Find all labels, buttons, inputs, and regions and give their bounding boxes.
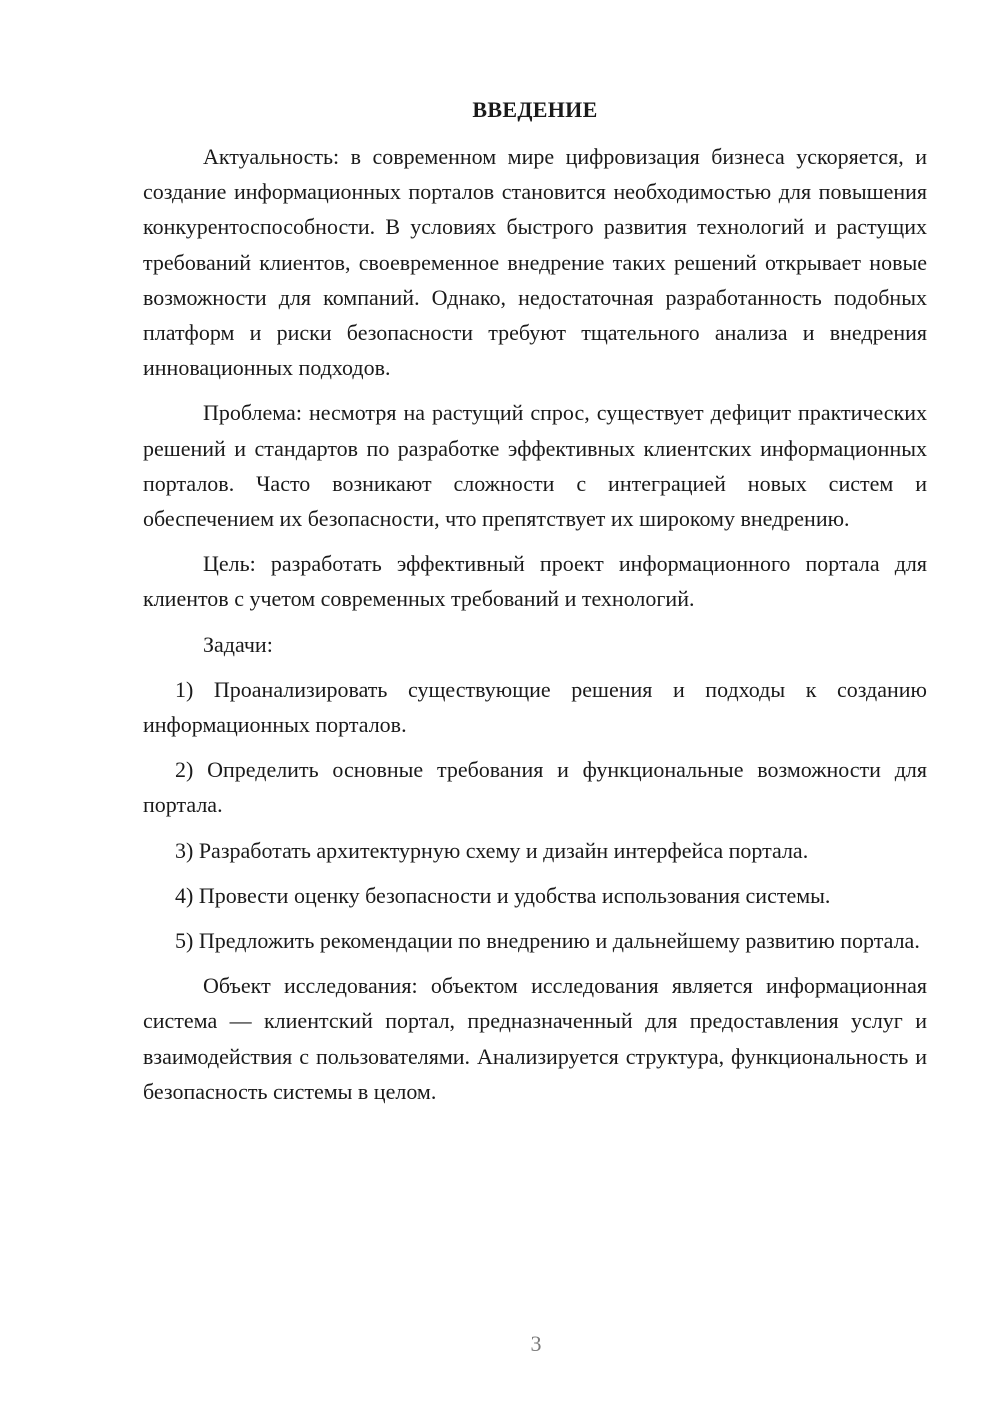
task-item-1: 1) Проанализировать существующие решения и подходы к созданию информационных порталов. xyxy=(143,676,927,738)
tasks-heading: Задачи: xyxy=(203,631,273,657)
task-item-3: 3) Разработать архитектурную схему и дизайн интерфейса портала. xyxy=(175,837,809,863)
research-object-paragraph: Объект исследования: объектом исследования является информационная система — клиентский портал, предназначенный для предоставления услуг и взаимодействия с пользователями. Анализируется структура, функциональность и безопасность системы в целом. xyxy=(143,973,927,1104)
page-content xyxy=(143,92,927,1119)
task-item-4: 4) Провести оценку безопасности и удобства использования системы. xyxy=(175,882,831,908)
document-title: ВВЕДЕНИЕ xyxy=(472,97,598,122)
page-number: 3 xyxy=(530,1331,542,1356)
problem-paragraph: Проблема: несмотря на растущий спрос, существует дефицит практических решений и стандартов по разработке эффективных клиентских информационных порталов. Часто возникают сложности с интеграцией новых систем и обеспечением их безопасности, что препятствует их широкому внедрению. xyxy=(143,400,927,532)
relevance-paragraph: Актуальность: в современном мире цифровизация бизнеса ускоряется, и создание информационных порталов становится необходимостью для повышения конкурентоспособности. В условиях быстрого развития технологий и растущих требований клиентов, своевременное внедрение таких решений открывает новые возможности для компаний. Однако, недостаточная разработанность подобных платформ и риски безопасности требуют тщательного анализа и внедрения инновационных подходов. xyxy=(143,144,927,381)
task-item-2: 2) Определить основные требования и функциональные возможности для портала. xyxy=(143,757,927,818)
task-item-5: 5) Предложить рекомендации по внедрению и дальнейшему развитию портала. xyxy=(175,928,920,954)
goal-paragraph: Цель: разработать эффективный проект информационного портала для клиентов с учетом современных требований и технологий. xyxy=(143,551,927,612)
